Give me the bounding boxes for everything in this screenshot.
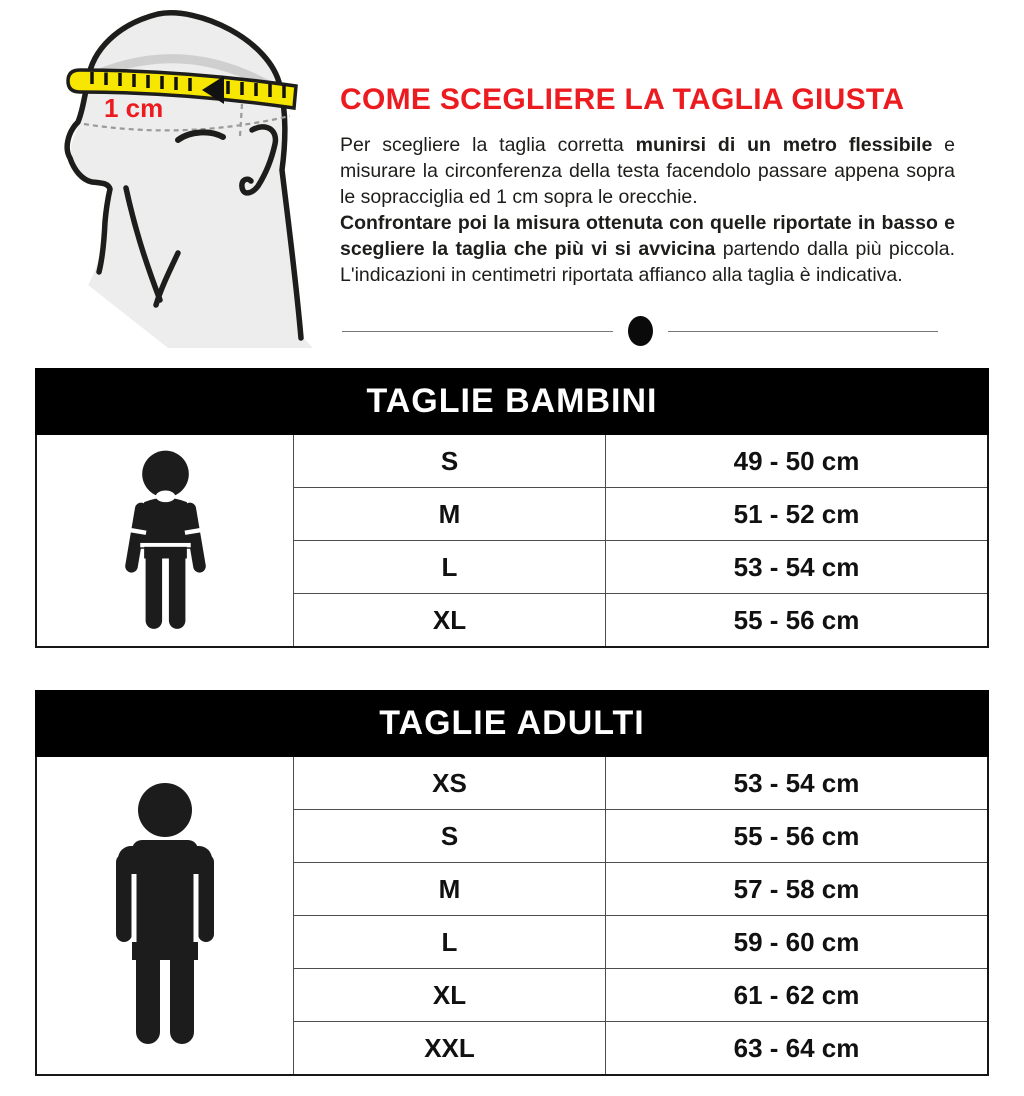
table-body-adulti xyxy=(35,757,989,1076)
head-measuring-tape-illustration xyxy=(18,0,330,348)
size-label: M xyxy=(294,863,606,915)
size-label: S xyxy=(294,810,606,862)
circumference-range: 61 - 62 cm xyxy=(733,979,860,1010)
circumference-range: 55 - 56 cm xyxy=(733,604,860,635)
adult-figure-icon xyxy=(37,757,294,1074)
size-label: XL xyxy=(294,969,606,1021)
size-table-bambini xyxy=(35,368,989,648)
divider-line-left xyxy=(342,331,613,332)
table-row xyxy=(294,862,987,915)
table-row xyxy=(294,809,987,862)
table-header-adulti: TAGLIE ADULTI xyxy=(35,690,989,757)
head-measuring-tape-icon xyxy=(18,0,330,348)
table-body-bambini xyxy=(35,435,989,648)
table-rows-adulti xyxy=(294,757,987,1074)
table-header-bambini: TAGLIE BAMBINI xyxy=(35,368,989,435)
table-row xyxy=(294,915,987,968)
table-row xyxy=(294,540,987,593)
size-label: XXL xyxy=(294,1022,606,1074)
circumference-range: 49 - 50 cm xyxy=(733,445,860,476)
divider-dot-icon xyxy=(628,316,653,346)
circumference-range: 53 - 54 cm xyxy=(733,551,860,582)
table-row xyxy=(294,593,987,646)
circumference-range: 55 - 56 cm xyxy=(733,820,860,851)
page-title: COME SCEGLIERE LA TAGLIA GIUSTA xyxy=(340,83,905,116)
circumference-range: 63 - 64 cm xyxy=(733,1032,860,1063)
divider-line-right xyxy=(668,331,939,332)
circumference-range: 57 - 58 cm xyxy=(733,873,860,904)
table-row xyxy=(294,1021,987,1074)
table-rows-bambini xyxy=(294,435,987,646)
section-divider xyxy=(342,316,938,346)
size-table-adulti xyxy=(35,690,989,1076)
size-label: S xyxy=(294,435,606,487)
circumference-range: 59 - 60 cm xyxy=(733,926,860,957)
table-row xyxy=(294,968,987,1021)
size-label: L xyxy=(294,916,606,968)
intro-paragraph: Per scegliere la taglia corretta munirsi di un metro flessibile e misurare la circonferenza della testa facendolo passare appena sopra le sopracciglia ed 1 cm sopra le orecchie. Confrontare poi la misura ottenuta con quelle riportate in basso e scegliere la taglia che più vi si avvicina partendo dalla più piccola. L'indicazioni in centimetri riportata affianco alla taglia è indicativa. xyxy=(340,134,956,286)
one-cm-label: 1 cm xyxy=(104,93,164,123)
size-label: XL xyxy=(294,594,606,646)
intro-block xyxy=(340,84,955,288)
table-row xyxy=(294,487,987,540)
circumference-range: 51 - 52 cm xyxy=(733,498,860,529)
table-row xyxy=(294,757,987,809)
circumference-range: 53 - 54 cm xyxy=(733,767,860,798)
size-label: M xyxy=(294,488,606,540)
size-label: L xyxy=(294,541,606,593)
child-figure-icon xyxy=(37,435,294,646)
size-label: XS xyxy=(294,757,606,809)
table-row xyxy=(294,435,987,487)
